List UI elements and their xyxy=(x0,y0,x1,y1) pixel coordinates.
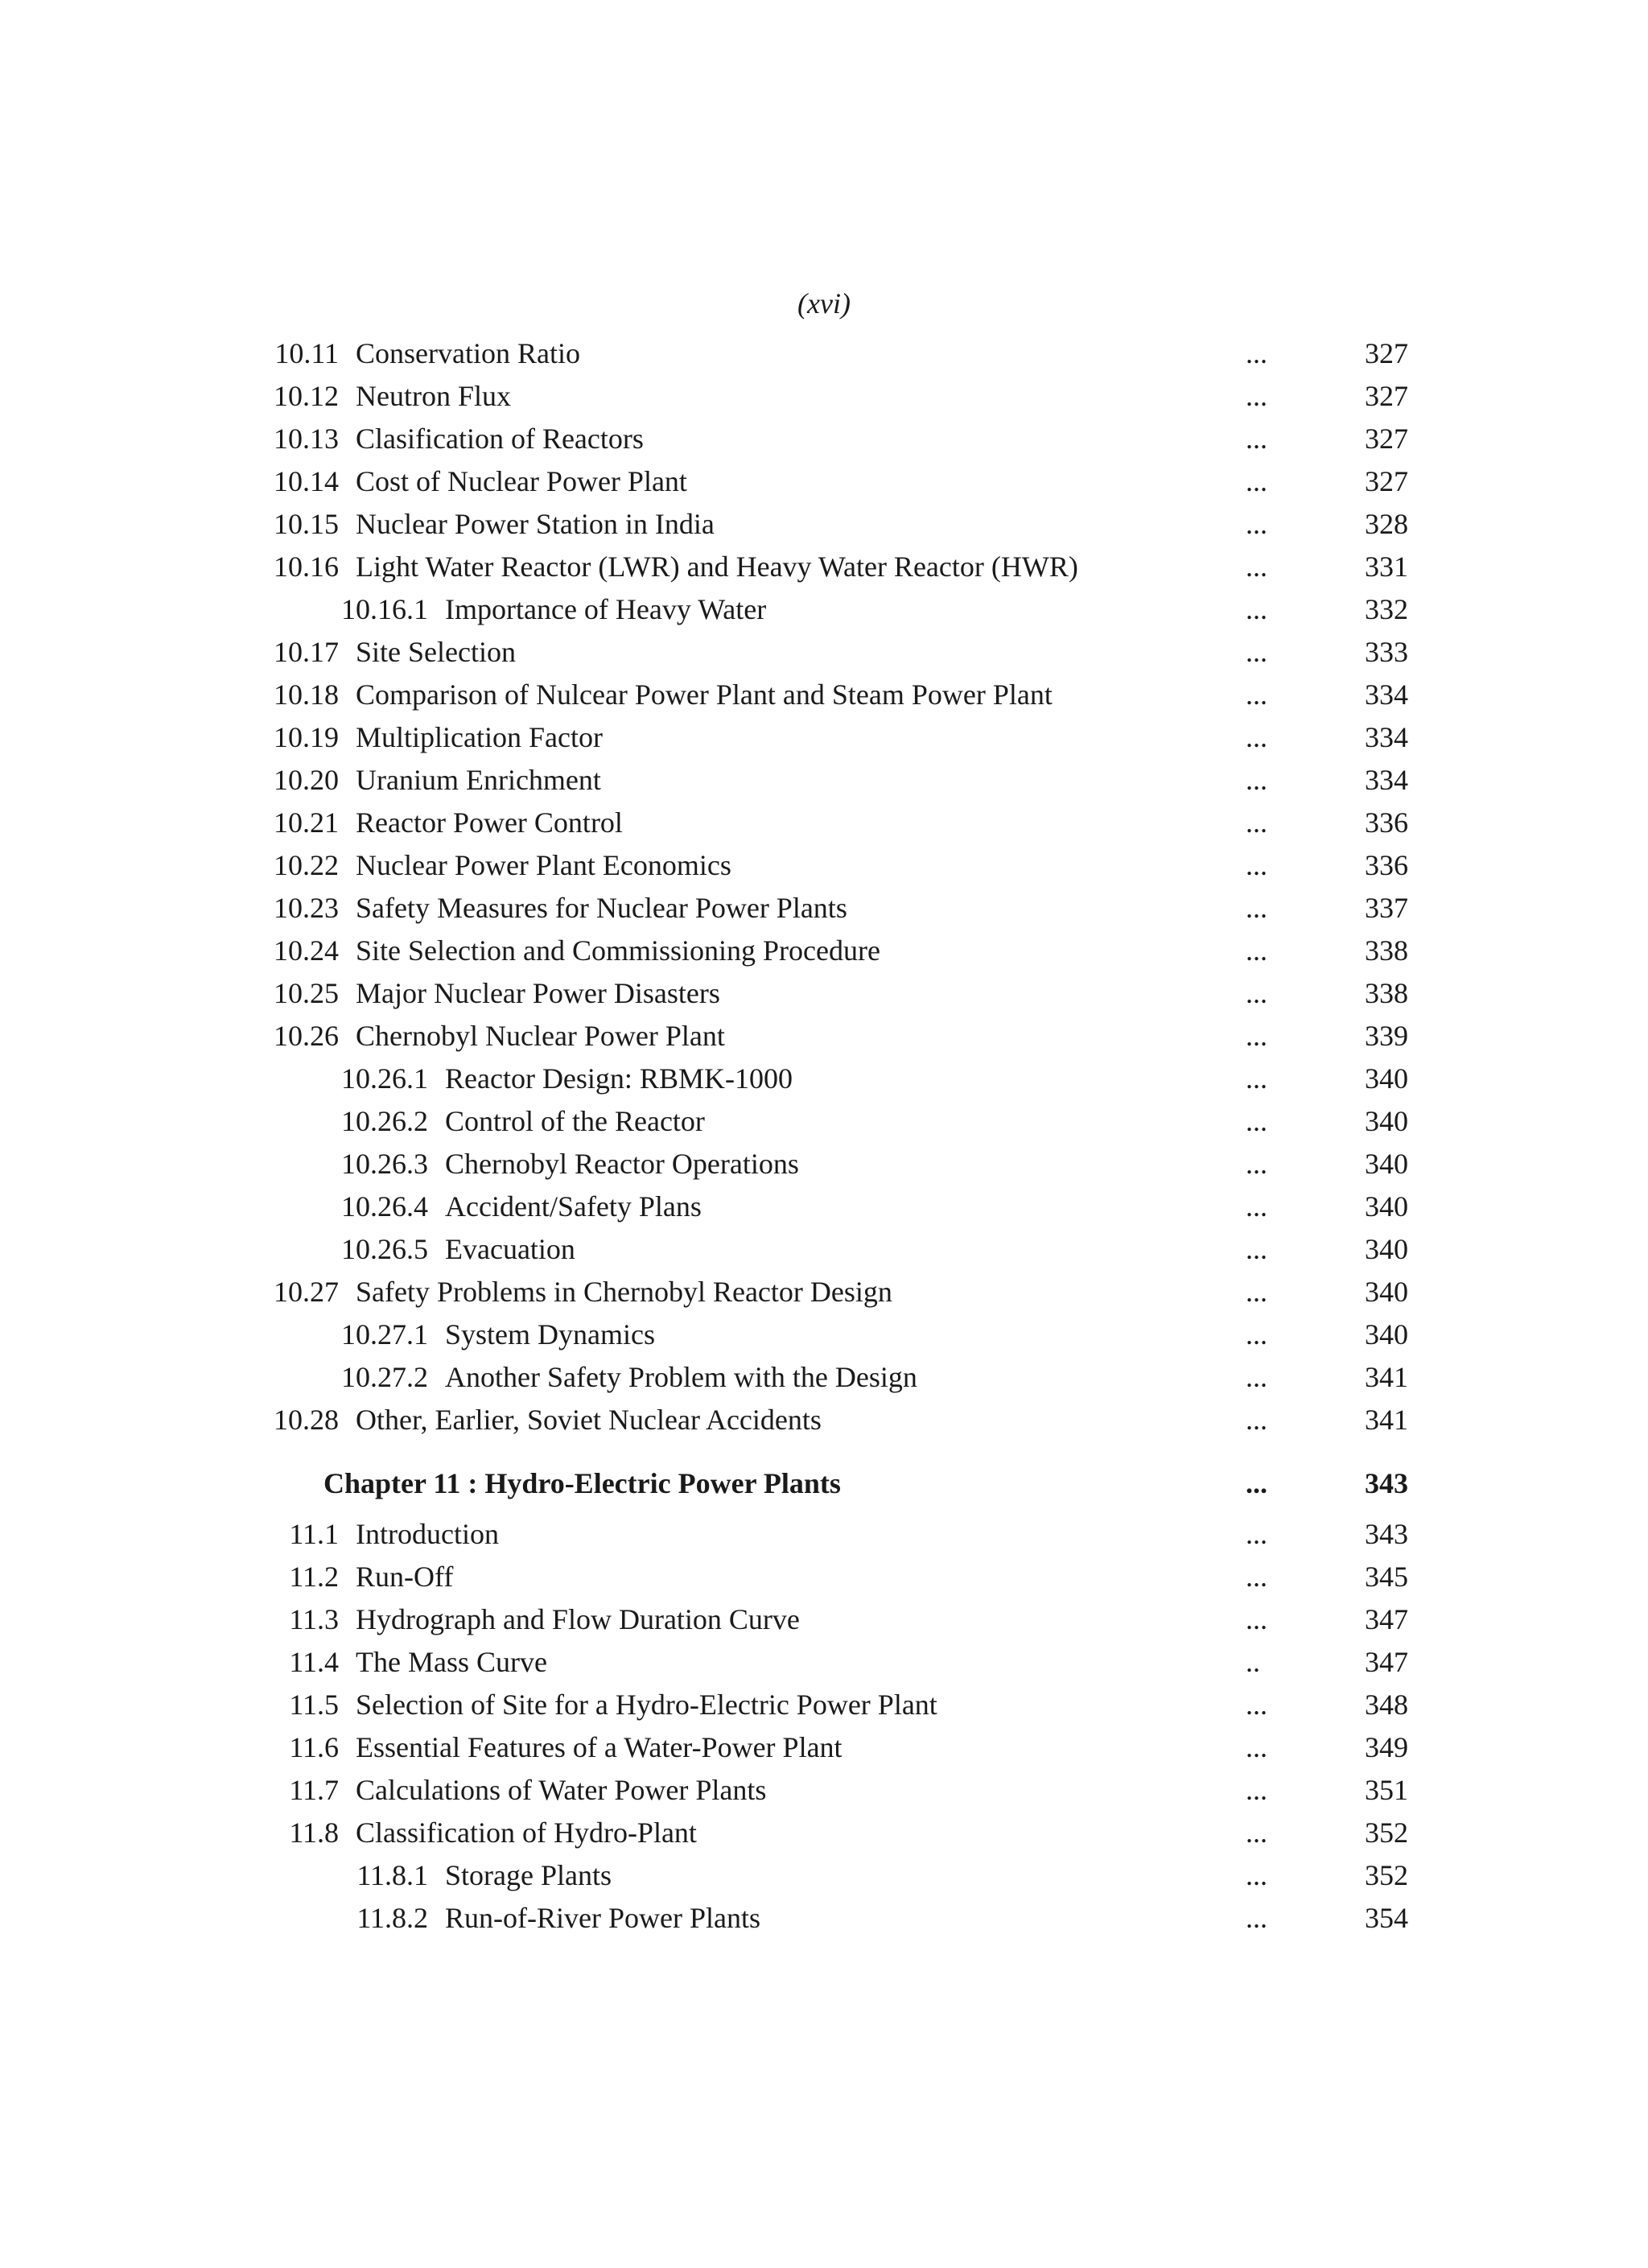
chapter-page-number: 343 xyxy=(1365,1467,1408,1499)
leader-dots: ... xyxy=(1246,678,1267,711)
toc-section-row xyxy=(0,759,1648,802)
section-title: Conservation Ratio xyxy=(356,337,580,369)
section-number: 10.28 xyxy=(274,1404,339,1436)
leader-dots: ... xyxy=(1246,892,1267,924)
section-number: 11.4 xyxy=(289,1646,339,1678)
leader-dots: ... xyxy=(1246,1731,1267,1763)
leader-dots: ... xyxy=(1246,1020,1267,1052)
toc-section-row xyxy=(0,1769,1648,1812)
section-title: Nuclear Power Plant Economics xyxy=(356,849,731,881)
section-title: Site Selection xyxy=(356,636,516,668)
page-number: 340 xyxy=(1365,1148,1408,1180)
section-title: Other, Earlier, Soviet Nuclear Accidents xyxy=(356,1404,822,1436)
section-title: Calculations of Water Power Plants xyxy=(356,1774,767,1806)
leader-dots: .. xyxy=(1246,1646,1260,1678)
section-number: 10.26.5 xyxy=(341,1233,428,1265)
page-number: 328 xyxy=(1365,508,1408,540)
toc-subsection-row xyxy=(0,1143,1648,1186)
leader-dots: ... xyxy=(1246,1105,1267,1137)
section-number: 10.19 xyxy=(274,721,339,753)
section-number: 10.27.1 xyxy=(341,1318,428,1350)
section-number: 10.12 xyxy=(274,380,339,412)
section-number: 10.16 xyxy=(274,551,339,583)
leader-dots: ... xyxy=(1246,1233,1267,1265)
page-number: 352 xyxy=(1365,1816,1408,1849)
leader-dots: ... xyxy=(1246,1062,1267,1095)
section-title: Clasification of Reactors xyxy=(356,423,644,455)
section-number: 10.16.1 xyxy=(341,593,428,625)
page-number: 340 xyxy=(1365,1233,1408,1265)
toc-section-row xyxy=(0,418,1648,460)
toc-section-row xyxy=(0,631,1648,674)
page-number: 338 xyxy=(1365,977,1408,1009)
toc-subsection-row xyxy=(0,1228,1648,1271)
page-number: 340 xyxy=(1365,1318,1408,1350)
leader-dots: ... xyxy=(1246,1902,1267,1934)
leader-dots: ... xyxy=(1246,1361,1267,1393)
toc-section-row xyxy=(0,1399,1648,1441)
leader-dots: ... xyxy=(1246,423,1267,455)
section-title: Safety Measures for Nuclear Power Plants xyxy=(356,892,847,924)
toc-section-row xyxy=(0,716,1648,759)
leader-dots: ... xyxy=(1246,1518,1267,1550)
section-number: 10.24 xyxy=(274,934,339,967)
section-number: 10.26.4 xyxy=(341,1190,428,1223)
page-number: 327 xyxy=(1365,380,1408,412)
section-number: 11.8.1 xyxy=(356,1859,428,1891)
leader-dots: ... xyxy=(1246,593,1267,625)
toc-section-row xyxy=(0,1641,1648,1684)
page-number: 339 xyxy=(1365,1020,1408,1052)
chapter-leader-dots: ... xyxy=(1246,1467,1267,1499)
toc-section-row xyxy=(0,674,1648,716)
toc-section-row xyxy=(0,1812,1648,1854)
toc-section-list-chapter-11 xyxy=(0,1513,1648,1940)
section-number: 10.25 xyxy=(274,977,339,1009)
page-number: 332 xyxy=(1365,593,1408,625)
section-number: 11.7 xyxy=(289,1774,339,1806)
section-title: Evacuation xyxy=(445,1233,575,1265)
toc-section-row xyxy=(0,1271,1648,1313)
section-number: 11.1 xyxy=(289,1518,339,1550)
section-title: Reactor Design: RBMK-1000 xyxy=(445,1062,793,1095)
page-number: 354 xyxy=(1365,1902,1408,1934)
leader-dots: ... xyxy=(1246,721,1267,753)
section-number: 10.20 xyxy=(274,764,339,796)
toc-subsection-row xyxy=(0,1897,1648,1940)
section-number: 10.26.2 xyxy=(341,1105,428,1137)
toc-section-row xyxy=(0,972,1648,1015)
section-title: Importance of Heavy Water xyxy=(445,593,767,625)
page-number: 340 xyxy=(1365,1190,1408,1223)
leader-dots: ... xyxy=(1246,1689,1267,1721)
section-number: 10.17 xyxy=(274,636,339,668)
leader-dots: ... xyxy=(1246,465,1267,497)
page-number: 349 xyxy=(1365,1731,1408,1763)
section-number: 10.26.1 xyxy=(341,1062,428,1095)
page-number: 351 xyxy=(1365,1774,1408,1806)
section-number: 11.8.2 xyxy=(356,1902,428,1934)
page-number: 327 xyxy=(1365,337,1408,369)
page-number: 340 xyxy=(1365,1062,1408,1095)
toc-section-row xyxy=(0,930,1648,972)
leader-dots: ... xyxy=(1246,806,1267,839)
section-number: 10.13 xyxy=(274,423,339,455)
leader-dots: ... xyxy=(1246,1603,1267,1635)
section-number: 10.27 xyxy=(274,1276,339,1308)
page-number: 348 xyxy=(1365,1689,1408,1721)
toc-section-row xyxy=(0,375,1648,418)
toc-section-row xyxy=(0,1513,1648,1556)
section-number: 11.5 xyxy=(289,1689,339,1721)
section-number: 10.22 xyxy=(274,849,339,881)
leader-dots: ... xyxy=(1246,1404,1267,1436)
page-number: 347 xyxy=(1365,1603,1408,1635)
page-number: 345 xyxy=(1365,1561,1408,1593)
section-title: Run-Off xyxy=(356,1561,454,1593)
toc-subsection-row xyxy=(0,1186,1648,1228)
toc-section-row xyxy=(0,332,1648,375)
page-number: 341 xyxy=(1365,1404,1408,1436)
section-title: Major Nuclear Power Disasters xyxy=(356,977,720,1009)
section-title: Classification of Hydro-Plant xyxy=(356,1816,697,1849)
section-title: Multiplication Factor xyxy=(356,721,603,753)
section-title: The Mass Curve xyxy=(356,1646,547,1678)
toc-section-row xyxy=(0,1598,1648,1641)
page-number: 338 xyxy=(1365,934,1408,967)
leader-dots: ... xyxy=(1246,849,1267,881)
section-number: 10.26.3 xyxy=(341,1148,428,1180)
page-number: 333 xyxy=(1365,636,1408,668)
section-number: 11.3 xyxy=(289,1603,339,1635)
leader-dots: ... xyxy=(1246,1148,1267,1180)
page-number: 327 xyxy=(1365,423,1408,455)
page-number: 341 xyxy=(1365,1361,1408,1393)
section-title: Safety Problems in Chernobyl Reactor Design xyxy=(356,1276,892,1308)
section-title: Light Water Reactor (LWR) and Heavy Water Reactor (HWR) xyxy=(356,551,1078,583)
toc-subsection-row xyxy=(0,1854,1648,1897)
page-number: 334 xyxy=(1365,721,1408,753)
leader-dots: ... xyxy=(1246,337,1267,369)
toc-section-row xyxy=(0,1556,1648,1598)
section-title: Another Safety Problem with the Design xyxy=(445,1361,917,1393)
toc-section-row xyxy=(0,460,1648,503)
section-number: 10.23 xyxy=(274,892,339,924)
leader-dots: ... xyxy=(1246,1190,1267,1223)
toc-section-row xyxy=(0,503,1648,546)
section-number: 10.15 xyxy=(274,508,339,540)
section-title: Essential Features of a Water-Power Plant xyxy=(356,1731,843,1763)
section-title: Reactor Power Control xyxy=(356,806,623,839)
section-title: Storage Plants xyxy=(445,1859,612,1891)
section-number: 10.11 xyxy=(274,337,339,369)
page-folio: (xvi) xyxy=(797,287,851,320)
toc-subsection-row xyxy=(0,1313,1648,1356)
page-number: 343 xyxy=(1365,1518,1408,1550)
section-number: 11.6 xyxy=(289,1731,339,1763)
section-title: Chernobyl Nuclear Power Plant xyxy=(356,1020,725,1052)
section-title: Hydrograph and Flow Duration Curve xyxy=(356,1603,800,1635)
chapter-heading xyxy=(0,1454,1648,1513)
leader-dots: ... xyxy=(1246,764,1267,796)
leader-dots: ... xyxy=(1246,1859,1267,1891)
toc-section-row xyxy=(0,1684,1648,1726)
chapter-title: Chapter 11 : Hydro-Electric Power Plants xyxy=(323,1467,841,1499)
toc-subsection-row xyxy=(0,588,1648,631)
leader-dots: ... xyxy=(1246,1276,1267,1308)
section-number: 10.26 xyxy=(274,1020,339,1052)
section-title: System Dynamics xyxy=(445,1318,655,1350)
section-title: Comparison of Nulcear Power Plant and Steam Power Plant xyxy=(356,678,1053,711)
section-number: 11.8 xyxy=(289,1816,339,1849)
leader-dots: ... xyxy=(1246,1774,1267,1806)
toc-subsection-row xyxy=(0,1100,1648,1143)
section-title: Chernobyl Reactor Operations xyxy=(445,1148,799,1180)
page-number: 334 xyxy=(1365,678,1408,711)
leader-dots: ... xyxy=(1246,380,1267,412)
page-number: 340 xyxy=(1365,1105,1408,1137)
section-title: Cost of Nuclear Power Plant xyxy=(356,465,687,497)
section-title: Introduction xyxy=(356,1518,499,1550)
section-title: Neutron Flux xyxy=(356,380,511,412)
section-title: Uranium Enrichment xyxy=(356,764,601,796)
page-number: 347 xyxy=(1365,1646,1408,1678)
toc-section-row xyxy=(0,1726,1648,1769)
toc-section-row xyxy=(0,844,1648,887)
toc-section-row xyxy=(0,887,1648,930)
leader-dots: ... xyxy=(1246,508,1267,540)
page-number: 337 xyxy=(1365,892,1408,924)
page-number: 336 xyxy=(1365,806,1408,839)
page-number: 352 xyxy=(1365,1859,1408,1891)
leader-dots: ... xyxy=(1246,934,1267,967)
section-title: Site Selection and Commissioning Procedure xyxy=(356,934,880,967)
toc-section-row xyxy=(0,802,1648,844)
page-number: 336 xyxy=(1365,849,1408,881)
leader-dots: ... xyxy=(1246,636,1267,668)
page-number: 340 xyxy=(1365,1276,1408,1308)
page-number: 331 xyxy=(1365,551,1408,583)
toc-section-row xyxy=(0,1015,1648,1058)
leader-dots: ... xyxy=(1246,551,1267,583)
toc-section-row xyxy=(0,546,1648,588)
leader-dots: ... xyxy=(1246,1318,1267,1350)
section-number: 10.14 xyxy=(274,465,339,497)
section-title: Accident/Safety Plans xyxy=(445,1190,702,1223)
section-title: Nuclear Power Station in India xyxy=(356,508,715,540)
section-title: Selection of Site for a Hydro-Electric Power Plant xyxy=(356,1689,937,1721)
toc-subsection-row xyxy=(0,1058,1648,1100)
leader-dots: ... xyxy=(1246,977,1267,1009)
table-of-contents xyxy=(0,332,1648,1940)
section-number: 11.2 xyxy=(289,1561,339,1593)
toc-subsection-row xyxy=(0,1356,1648,1399)
leader-dots: ... xyxy=(1246,1816,1267,1849)
section-number: 10.18 xyxy=(274,678,339,711)
section-number: 10.27.2 xyxy=(341,1361,428,1393)
page-number: 327 xyxy=(1365,465,1408,497)
section-title: Control of the Reactor xyxy=(445,1105,705,1137)
page-number: 334 xyxy=(1365,764,1408,796)
section-title: Run-of-River Power Plants xyxy=(445,1902,760,1934)
leader-dots: ... xyxy=(1246,1561,1267,1593)
section-number: 10.21 xyxy=(274,806,339,839)
toc-section-list-chapter-10 xyxy=(0,332,1648,1441)
